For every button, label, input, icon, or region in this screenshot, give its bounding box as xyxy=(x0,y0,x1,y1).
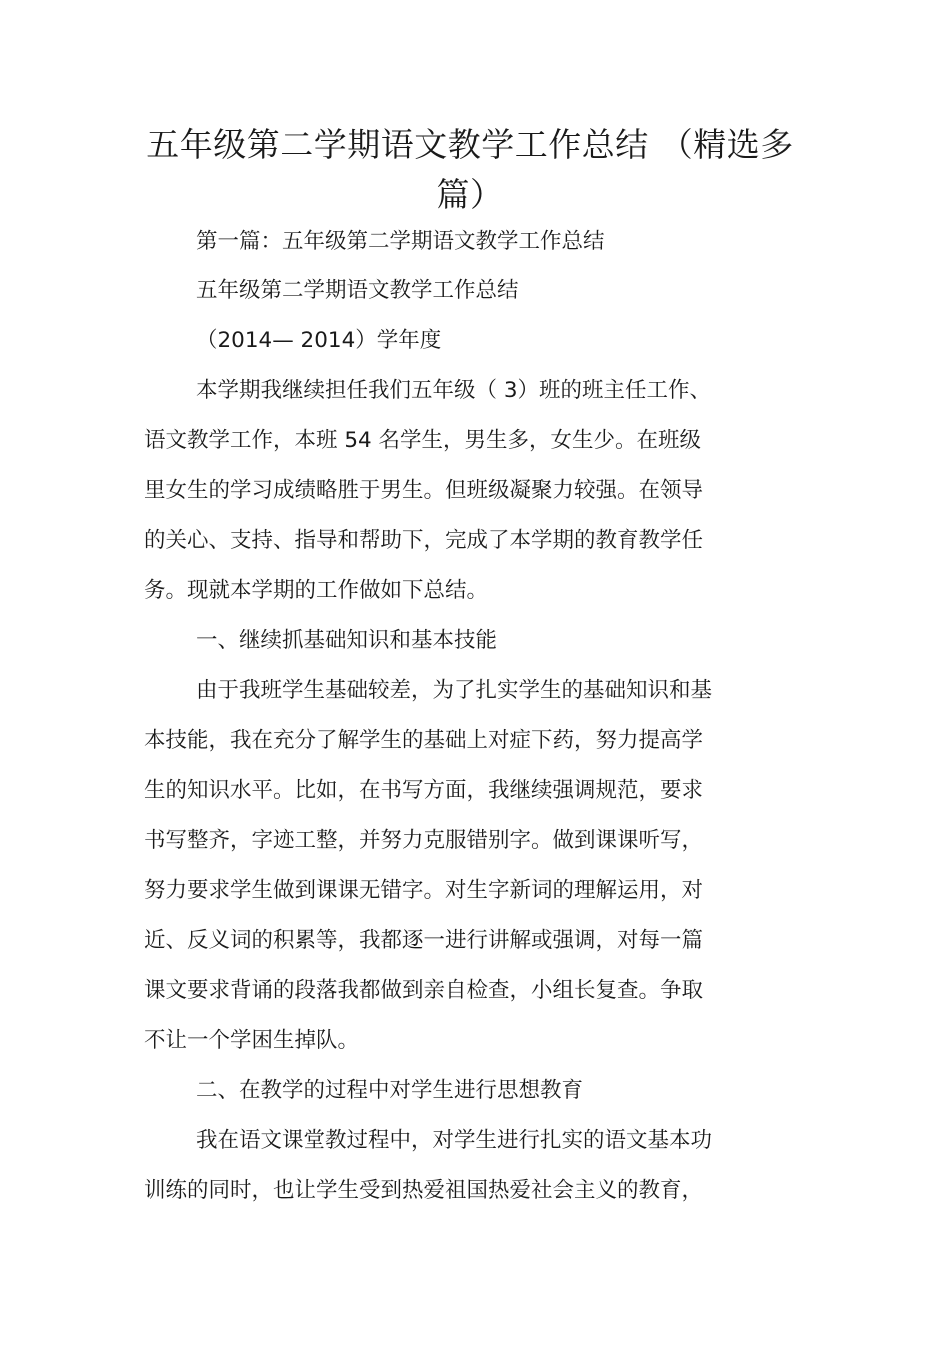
paragraph-line: 里女生的学习成绩略胜于男生。但班级凝聚力较强。在领导 xyxy=(144,478,704,503)
section-heading-2: 二、在教学的过程中对学生进行思想教育 xyxy=(196,1078,584,1103)
subtitle: 五年级第二学期语文教学工作总结 xyxy=(196,278,519,303)
document-title-line-2: 篇） xyxy=(436,175,504,214)
paragraph-line: 语文教学工作，本班 54 名学生，男生多，女生少。在班级 xyxy=(144,428,702,453)
paragraph-line: 务。现就本学期的工作做如下总结。 xyxy=(144,578,489,603)
paragraph-line: 努力要求学生做到课课无错字。对生字新词的理解运用，对 xyxy=(144,878,704,903)
paragraph-line: 的关心、支持、指导和帮助下，完成了本学期的教育教学任 xyxy=(144,528,704,553)
paragraph-line: 本技能，我在充分了解学生的基础上对症下药，努力提高学 xyxy=(144,728,704,753)
document-title-line-1: 五年级第二学期语文教学工作总结 （精选多 xyxy=(146,125,794,164)
section-heading-part-one: 第一篇：五年级第二学期语文教学工作总结 xyxy=(196,229,605,254)
paragraph-line: 近、反义词的积累等，我都逐一进行讲解或强调，对每一篇 xyxy=(144,928,704,953)
paragraph-line: 不让一个学困生掉队。 xyxy=(144,1028,360,1053)
paragraph-line: 生的知识水平。比如，在书写方面，我继续强调规范，要求 xyxy=(144,778,704,803)
paragraph-line: 书写整齐，字迹工整，并努力克服错别字。做到课课听写， xyxy=(144,828,704,853)
paragraph-line: 本学期我继续担任我们五年级（ 3）班的班主任工作、 xyxy=(196,378,712,403)
paragraph-line: 由于我班学生基础较差，为了扎实学生的基础知识和基 xyxy=(196,678,713,703)
paragraph-line: 课文要求背诵的段落我都做到亲自检查，小组长复查。争取 xyxy=(144,978,704,1003)
paragraph-line: 训练的同时，也让学生受到热爱祖国热爱社会主义的教育， xyxy=(144,1178,704,1203)
section-heading-1: 一、继续抓基础知识和基本技能 xyxy=(196,628,498,653)
school-year: （2014— 2014）学年度 xyxy=(196,328,442,353)
paragraph-line: 我在语文课堂教过程中，对学生进行扎实的语文基本功 xyxy=(196,1128,713,1153)
